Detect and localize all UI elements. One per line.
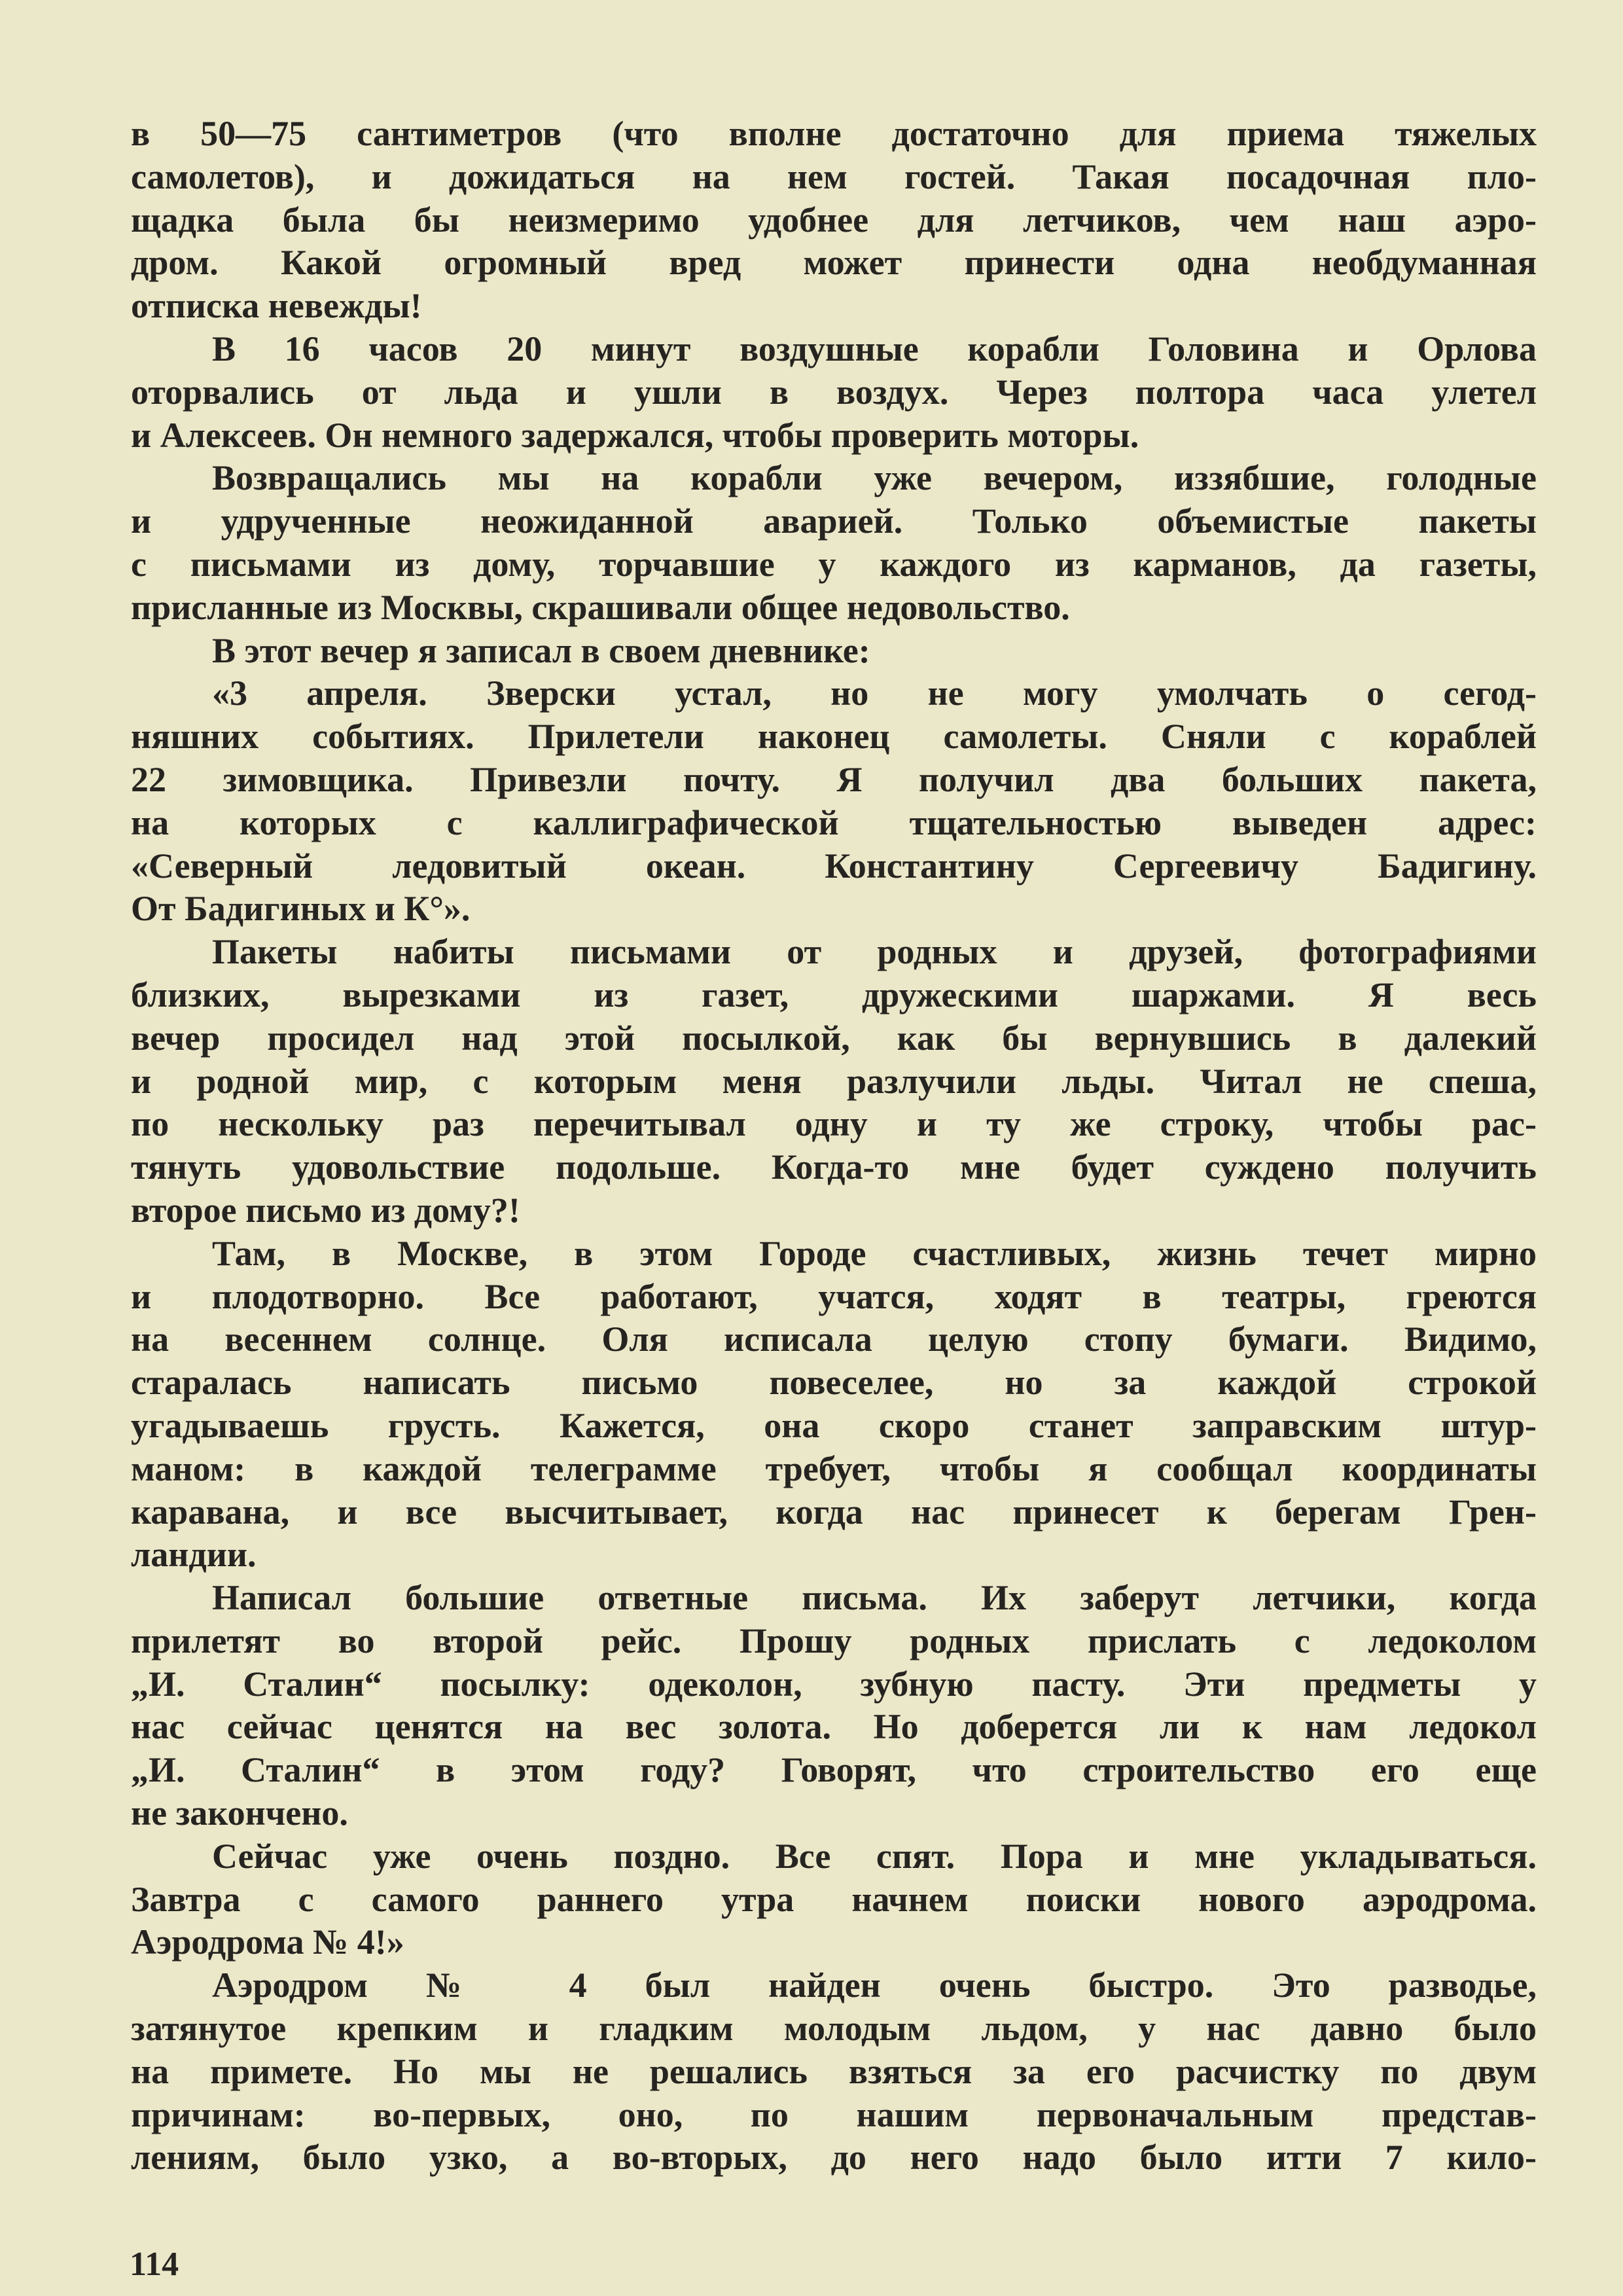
text-line: присланные из Москвы, скрашивали общее недовольство. [131, 587, 1070, 627]
text-line: От Бадигиных и К°». [131, 889, 471, 929]
text-line: «3 апреля. Зверски устал, но не могу умолчать о сегод- [212, 673, 1537, 713]
text-line: нас сейчас ценятся на вес золота. Но доберется ли к нам ледокол [131, 1707, 1537, 1747]
text-line: затянутое крепким и гладким молодым льдом, у нас давно было [131, 2009, 1537, 2049]
text-line: прилетят во второй рейс. Прошу родных прислать с ледоколом [131, 1621, 1537, 1660]
text-line: не закончено. [131, 1793, 348, 1833]
text-line: по нескольку раз перечитывал одну и ту же строку, чтобы рас- [131, 1104, 1537, 1144]
text-line: второе письмо из дому?! [131, 1190, 520, 1230]
text-line: отписка невежды! [131, 286, 422, 326]
text-line: няшних событиях. Прилетели наконец самолеты. Сняли с кораблей [131, 717, 1537, 757]
text-line: и плодотворно. Все работают, учатся, ходят в театры, греются [131, 1276, 1537, 1316]
text-line: ландии. [131, 1535, 257, 1575]
text-line: каравана, и все высчитывает, когда нас принесет к берегам Грен- [131, 1492, 1537, 1532]
text-line: на которых с каллиграфической тщательностью выведен адрес: [131, 802, 1537, 842]
text-line: лениям, было узко, а во-вторых, до него надо было итти 7 кило- [131, 2138, 1537, 2178]
paragraph [131, 457, 1537, 629]
paragraph [131, 328, 1537, 457]
text-line: „И. Сталин“ в этом году? Говорят, что строительство его еще [131, 1750, 1537, 1790]
text-line: Аэродром № 4 был найден очень быстро. Это разводье, [212, 1965, 1537, 2005]
text-line: самолетов), и дожидаться на нем гостей. Такая посадочная пло- [131, 156, 1537, 196]
paragraph [131, 931, 1537, 1232]
paragraph [131, 1835, 1537, 1964]
text-line: В этот вечер я записал в своем дневнике: [212, 630, 870, 670]
paragraph [131, 1964, 1537, 2179]
text-line: «Северный ледовитый океан. Константину Сергеевичу Бадигину. [131, 846, 1537, 886]
text-line: Написал большие ответные письма. Их заберут летчики, когда [212, 1578, 1537, 1618]
text-line: маном: в каждой телеграмме требует, чтобы я сообщал координаты [131, 1448, 1537, 1488]
text-line: дром. Какой огромный вред может принести одна необдуманная [131, 243, 1537, 283]
text-line: старалась написать письмо повеселее, но за каждой строкой [131, 1363, 1537, 1403]
text-line: и удрученные неожиданной аварией. Только объемистые пакеты [131, 501, 1537, 541]
text-line: Сейчас уже очень поздно. Все спят. Пора и мне укладываться. [212, 1836, 1537, 1876]
text-line: вечер просидел над этой посылкой, как бы вернувшись в далекий [131, 1018, 1537, 1058]
text-line: Аэродрома № 4!» [131, 1922, 404, 1962]
text-line: угадываешь грусть. Кажется, она скоро станет заправским штур- [131, 1405, 1537, 1445]
text-line: „И. Сталин“ посылку: одеколон, зубную пасту. Эти предметы у [131, 1664, 1537, 1704]
text-line: Возвращались мы на корабли уже вечером, иззябшие, голодные [212, 458, 1537, 498]
text-line: Пакеты набиты письмами от родных и друзей, фотографиями [212, 932, 1537, 972]
paragraph [131, 1577, 1537, 1835]
text-line: оторвались от льда и ушли в воздух. Через полтора часа улетел [131, 372, 1537, 412]
text-line: щадка была бы неизмеримо удобнее для летчиков, чем наш аэро- [131, 200, 1537, 240]
text-line: и родной мир, с которым меня разлучили льды. Читал не спеша, [131, 1061, 1537, 1101]
text-line: на весеннем солнце. Оля исписала целую стопу бумаги. Видимо, [131, 1319, 1537, 1359]
text-line: 22 зимовщика. Привезли почту. Я получил два больших пакета, [131, 759, 1537, 799]
text-line: в 50—75 сантиметров (что вполне достаточно для приема тяжелых [131, 114, 1537, 153]
paragraph [131, 672, 1537, 931]
text-line: Там, в Москве, в этом Городе счастливых, жизнь течет мирно [212, 1233, 1537, 1273]
paragraph [131, 1232, 1537, 1577]
text-line: и Алексеев. Он немного задержался, чтобы проверить моторы. [131, 415, 1139, 455]
text-line: В 16 часов 20 минут воздушные корабли Головина и Орлова [212, 329, 1537, 368]
text-line: причинам: во-первых, оно, по нашим первоначальным представ- [131, 2094, 1537, 2134]
body-text [131, 113, 1537, 2179]
paragraph [131, 113, 1537, 328]
text-line: Завтра с самого раннего утра начнем поиски нового аэродрома. [131, 1879, 1537, 1919]
text-line: на примете. Но мы не решались взяться за его расчистку по двум [131, 2051, 1537, 2091]
page-number: 114 [130, 2246, 179, 2283]
paragraph [131, 630, 1537, 673]
text-line: тянуть удовольствие подольше. Когда-то мне будет суждено получить [131, 1147, 1537, 1187]
text-line: с письмами из дому, торчавшие у каждого из карманов, да газеты, [131, 544, 1537, 584]
text-line: близких, вырезками из газет, дружескими шаржами. Я весь [131, 975, 1537, 1014]
